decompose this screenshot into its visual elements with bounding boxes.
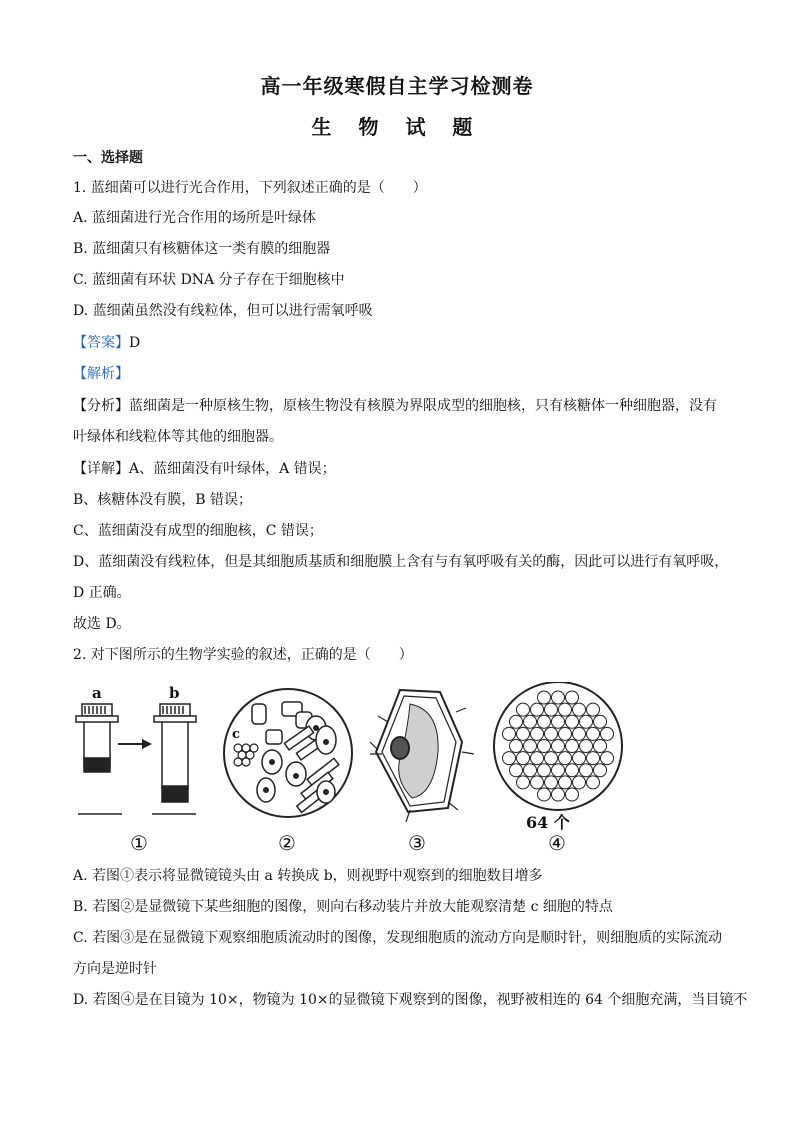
figure3-plant-cell	[370, 690, 474, 822]
q2-option-c-line2: 方向是逆时针	[73, 961, 157, 977]
small-cell	[587, 727, 600, 740]
small-cell	[601, 727, 614, 740]
figure2-cells	[224, 689, 352, 817]
small-cell	[566, 691, 579, 704]
small-cell	[524, 740, 537, 753]
label-a: a	[92, 684, 102, 702]
small-cell	[517, 703, 530, 716]
small-cell	[594, 715, 607, 728]
q1-conclusion: 故选 D。	[73, 616, 131, 632]
q1-option-b: B. 蓝细菌只有核糖体这一类有膜的细胞器	[73, 241, 331, 257]
q1-option-d: D. 蓝细菌虽然没有线粒体，但可以进行需氧呼吸	[73, 303, 373, 319]
figure-number-2: ②	[278, 831, 296, 855]
answer-tag: 【答案】	[73, 335, 129, 351]
q1-fenxi-line1	[73, 396, 717, 416]
small-cell	[538, 740, 551, 753]
small-cell	[580, 764, 593, 777]
small-cell	[517, 727, 530, 740]
xiangjie-text: A、蓝细菌没有叶绿体，A 错误；	[129, 461, 336, 477]
q1-fenxi-line2: 叶绿体和线粒体等其他的细胞器。	[73, 429, 283, 445]
small-cell	[538, 691, 551, 704]
answer-value: D	[129, 335, 141, 351]
small-cell	[531, 703, 544, 716]
small-cell	[580, 740, 593, 753]
exam-subtitle: 生 物 试 题	[311, 115, 483, 139]
small-cell	[545, 703, 558, 716]
small-cell	[538, 764, 551, 777]
xiangjie-tag: 【详解】	[73, 461, 129, 477]
cell-count-label: 64 个	[526, 813, 570, 832]
small-cell	[503, 752, 516, 765]
small-cell	[587, 703, 600, 716]
small-cell	[538, 715, 551, 728]
small-cell	[573, 727, 586, 740]
q2-option-a: A. 若图①表示将显微镜镜头由 a 转换成 b，则视野中观察到的细胞数目增多	[73, 868, 543, 884]
q1-option-c: C. 蓝细菌有环状 DNA 分子存在于细胞核中	[73, 272, 345, 288]
fenxi-tag: 【分析】	[73, 398, 129, 414]
q1-option-a: A. 蓝细菌进行光合作用的场所是叶绿体	[73, 210, 317, 226]
small-cell	[559, 703, 572, 716]
q1-xiangjie-line2: B、核糖体没有膜，B 错误；	[73, 492, 253, 508]
figure-number-3: ③	[408, 831, 426, 855]
q2-option-c-line1: C. 若图③是在显微镜下观察细胞质流动时的图像，发现细胞质的流动方向是顺时针，则细胞质的实际流动	[73, 930, 723, 946]
small-cell	[524, 715, 537, 728]
small-cell	[538, 788, 551, 801]
small-cell	[601, 752, 614, 765]
analysis-tag: 【解析】	[73, 366, 129, 382]
figure-number-1: ①	[130, 831, 148, 855]
q1-xiangjie-line5: D 正确。	[73, 585, 131, 601]
small-cell	[552, 764, 565, 777]
small-cell	[545, 776, 558, 789]
q1-xiangjie-line3: C、蓝细菌没有成型的细胞核，C 错误；	[73, 523, 323, 539]
q2-stem: 2. 对下图所示的生物学实验的叙述，正确的是（ ）	[73, 647, 413, 663]
q1-xiangjie-line4: D、蓝细菌没有线粒体，但是其细胞质基质和细胞膜上含有与有氧呼吸有关的酶，因此可以进行有氧呼吸，	[73, 554, 729, 570]
small-cell	[559, 752, 572, 765]
small-cell	[517, 752, 530, 765]
small-cell	[566, 788, 579, 801]
small-cell	[566, 764, 579, 777]
small-cell	[545, 752, 558, 765]
small-cell	[559, 727, 572, 740]
q1-answer	[73, 333, 140, 353]
small-cell	[587, 752, 600, 765]
small-cell	[566, 715, 579, 728]
small-cell	[573, 752, 586, 765]
small-cell	[552, 715, 565, 728]
q2-option-d: D. 若图④是在目镜为 10×，物镜为 10×的显微镜下观察到的图像，视野被相连的 64 个细胞充满，当目镜不	[73, 992, 748, 1008]
small-cell	[552, 740, 565, 753]
small-cell	[524, 764, 537, 777]
fenxi-text: 蓝细菌是一种原核生物，原核生物没有核膜为界限成型的细胞核，只有核糖体一种细胞器，没有	[129, 398, 717, 414]
q2-option-b: B. 若图②是显微镜下某些细胞的图像，则向右移动装片并放大能观察清楚 c 细胞的特点	[73, 899, 613, 915]
section-heading: 一、选择题	[73, 150, 143, 166]
small-cell	[566, 740, 579, 753]
small-cell	[552, 691, 565, 704]
small-cell	[594, 764, 607, 777]
small-cell	[510, 764, 523, 777]
q1-stem: 1. 蓝细菌可以进行光合作用，下列叙述正确的是（ ）	[73, 180, 427, 196]
small-cell	[552, 788, 565, 801]
small-cell	[559, 776, 572, 789]
small-cell	[510, 740, 523, 753]
small-cell	[573, 776, 586, 789]
figure-number-4: ④	[548, 831, 566, 855]
small-cell	[517, 776, 530, 789]
figure4-cell-field	[494, 682, 622, 810]
small-cell	[531, 776, 544, 789]
q1-xiangjie-line1	[73, 459, 336, 479]
small-cell	[503, 727, 516, 740]
small-cell	[531, 752, 544, 765]
label-c: c	[232, 727, 240, 742]
small-cell	[580, 715, 593, 728]
small-cell	[594, 740, 607, 753]
small-cell	[531, 727, 544, 740]
q2-figure	[70, 682, 630, 862]
label-b: b	[169, 684, 180, 702]
small-cell	[510, 715, 523, 728]
small-cell	[587, 776, 600, 789]
figure1-lenses	[76, 684, 196, 814]
small-cell	[573, 703, 586, 716]
exam-title: 高一年级寒假自主学习检测卷	[260, 74, 534, 98]
small-cell	[545, 727, 558, 740]
